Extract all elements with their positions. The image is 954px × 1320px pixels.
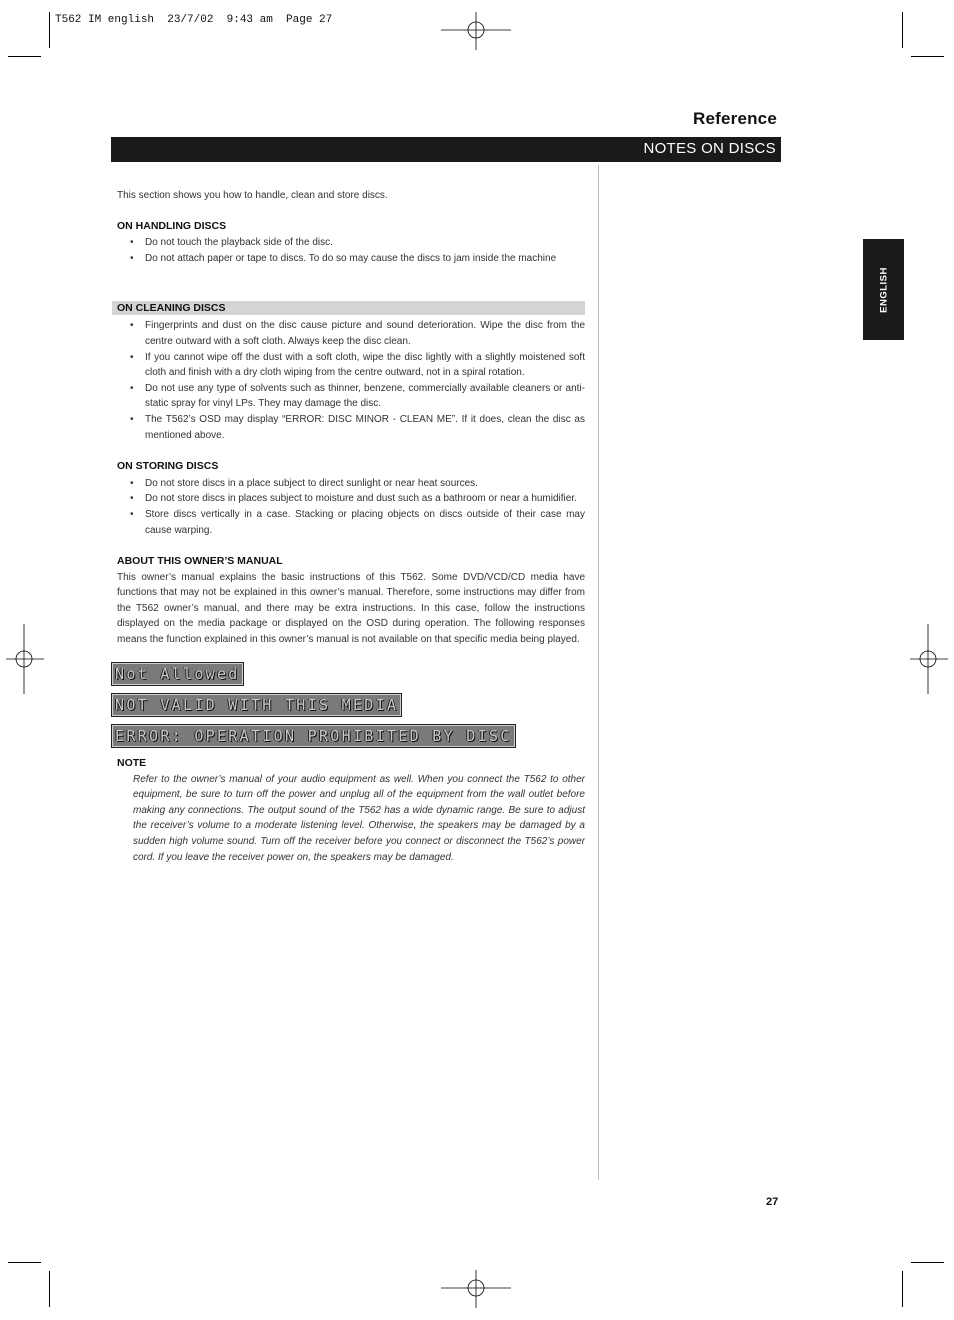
handling-heading: ON HANDLING DISCS	[117, 219, 227, 232]
list-item: • Do not store discs in places subject to moisture and dust such as a bathroom or near a humidifier.	[117, 491, 585, 507]
language-tab	[863, 239, 904, 340]
language-tab-label: ENGLISH	[878, 266, 889, 313]
osd-message	[111, 693, 402, 717]
list-item: • The T562’s OSD may display “ERROR: DISC MINOR - CLEAN ME”. If it does, clean the disc as mentioned above.	[117, 412, 585, 443]
handling-list	[117, 235, 585, 266]
crop-mark-bottom-right-h	[911, 1262, 944, 1263]
column-divider	[598, 165, 599, 1180]
note-heading: NOTE	[117, 757, 147, 769]
crop-mark-bottom-right-v	[902, 1271, 903, 1307]
osd-message-text: NOT VALID WITH THIS MEDIA	[115, 696, 399, 714]
registration-mark-left	[6, 624, 44, 694]
storing-heading: ON STORING DISCS	[117, 460, 219, 473]
main-content	[117, 188, 585, 648]
crop-mark-bottom-left-h	[8, 1262, 41, 1263]
osd-message	[111, 662, 244, 686]
cleaning-heading: ON CLEANING DISCS	[117, 301, 585, 315]
note-section	[117, 756, 585, 865]
cleaning-section	[117, 301, 585, 443]
list-item: • Do not use any type of solvents such as thinner, benzene, commercially available cleaners or anti-static spray for vinyl LPs. They may damage the disc.	[117, 381, 585, 412]
crop-mark-top-right-h	[911, 56, 944, 57]
cleaning-list	[117, 318, 585, 443]
osd-message	[111, 724, 516, 748]
list-item: • Store discs vertically in a case. Stacking or placing objects on discs outside of their case may cause warping.	[117, 507, 585, 538]
crop-mark-top-left-v	[49, 12, 50, 48]
storing-list	[117, 476, 585, 538]
page-title-bar	[111, 137, 781, 162]
manual-heading: ABOUT THIS OWNER’S MANUAL	[117, 555, 283, 568]
section-label: Reference	[692, 109, 777, 128]
manual-text: This owner’s manual explains the basic instructions of this T562. Some DVD/VCD/CD media have functions that may not be explained in this owner’s manual. Therefore, some instructions may differ from the T562 owner’s manual, and there may be extra instructions. In this case, follow the instructions displayed on the media package or displayed on the OSD during operation. The following responses means the function explained in this owner’s manual is not available on that specific media being played.	[117, 571, 585, 646]
list-item: • Fingerprints and dust on the disc cause picture and sound deterioration. Wipe the disc from the centre outward with a soft cloth. Always keep the disc clean.	[117, 318, 585, 349]
list-item: • Do not store discs in a place subject to direct sunlight or near heat sources.	[117, 476, 585, 492]
registration-mark-top	[441, 12, 511, 50]
note-text: Refer to the owner’s manual of your audio equipment as well. When you connect the T562 to other equipment, be sure to turn off the power and unplug all of the equipment from the wall outlet before making any connections. The output sound of the T562 has a wide dynamic range. Be sure to adjust the receiver’s volume to a moderate listening level. Otherwise, the speakers may be damaged by a sudden high volume sound. Turn off the receiver before you connect or disconnect the T562’s power cord. If you leave the receiver power on, the speakers may be damaged.	[133, 773, 585, 863]
crop-mark-top-right-v	[902, 12, 903, 48]
osd-message-text: ERROR: OPERATION PROHIBITED BY DISC	[115, 727, 512, 745]
registration-mark-right	[910, 624, 948, 694]
list-item: • If you cannot wipe off the dust with a soft cloth, wipe the disc lightly with a slightly moistened soft cloth and finish with a dry cloth wiping from the centre outward, not in a spiral rotation.	[117, 350, 585, 381]
print-header: T562 IM english 23/7/02 9:43 am Page 27	[55, 14, 333, 26]
list-item: • Do not attach paper or tape to discs. To do so may cause the discs to jam inside the machine	[117, 251, 585, 267]
crop-mark-bottom-left-v	[49, 1271, 50, 1307]
registration-mark-bottom	[441, 1270, 511, 1308]
osd-message-text: Not Allowed	[115, 665, 240, 683]
intro-text: This section shows you how to handle, clean and store discs.	[117, 190, 388, 201]
crop-mark-top-left-h	[8, 56, 41, 57]
list-item: • Do not touch the playback side of the disc.	[117, 235, 585, 251]
page-title: NOTES ON DISCS	[643, 140, 776, 157]
page-number: 27	[766, 1196, 779, 1208]
